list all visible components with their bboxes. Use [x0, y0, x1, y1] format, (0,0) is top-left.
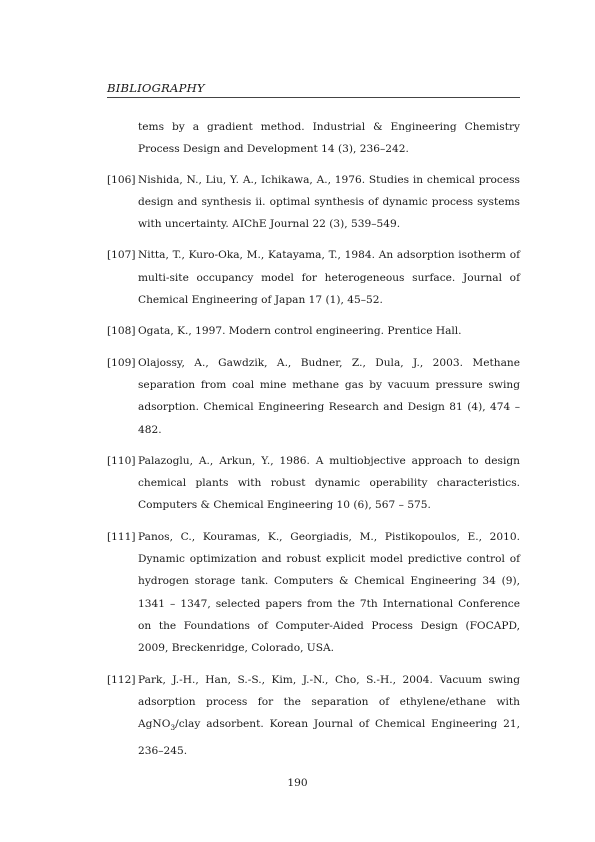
- reference-text: Palazoglu, A., Arkun, Y., 1986. A multiobjective approach to design chemical plants with robust dynamic operability characteristics. Computers & Chemical Engineering 10 (6), 567 – 575.: [138, 454, 520, 512]
- reference-number: [109]: [107, 356, 136, 369]
- page-number: 190: [287, 777, 308, 789]
- reference-number: [111]: [107, 530, 136, 543]
- reference-108: [107, 320, 520, 342]
- reference-text: tems by a gradient method. Industrial & Engineering Chemistry Process Design and Development 14 (3), 236–242.: [138, 121, 520, 156]
- reference-number: [112]: [107, 673, 136, 686]
- reference-text: Olajossy, A., Gawdzik, A., Budner, Z., Dula, J., 2003. Methane separation from coal mine methane gas by vacuum pressure swing adsorption. Chemical Engineering Research and Design 81 (4), 474 – 482.: [138, 356, 520, 436]
- reference-111: [107, 526, 520, 660]
- reference-text: [138, 669, 520, 762]
- reference-text: Ogata, K., 1997. Modern control engineering. Prentice Hall.: [138, 325, 462, 338]
- reference-text-before: Park, J.-H., Han, S.-S., Kim, J.-N., Cho, S.-H., 2004. Vacuum swing adsorption process for the separation of ethylene/ethane with AgNO: [138, 673, 520, 731]
- reference-list: [107, 116, 520, 771]
- subscript: 3: [170, 723, 176, 733]
- reference-continuation: [107, 116, 520, 161]
- reference-109: [107, 352, 520, 441]
- reference-text: Panos, C., Kouramas, K., Georgiadis, M., Pistikopoulos, E., 2010. Dynamic optimization and robust explicit model predictive control of hydrogen storage tank. Computers & Chemical Engineering 34 (9), 1341 – 1347, selected papers from the 7th International Conference on the Foundations of Computer-Aided Process Design (FOCAPD, 2009, Breckenridge, Colorado, USA.: [138, 530, 520, 655]
- reference-112: [107, 669, 520, 762]
- reference-text-after: /clay adsorbent. Korean Journal of Chemical Engineering 21, 236–245.: [138, 718, 520, 757]
- reference-text: Nishida, N., Liu, Y. A., Ichikawa, A., 1976. Studies in chemical process design and synthesis ii. optimal synthesis of dynamic process systems with uncertainty. AIChE Journal 22 (3), 539–549.: [138, 173, 520, 231]
- reference-107: [107, 244, 520, 311]
- reference-number: [108]: [107, 325, 136, 338]
- reference-110: [107, 450, 520, 517]
- reference-106: [107, 169, 520, 236]
- reference-number: [107]: [107, 249, 136, 262]
- header-title: BIBLIOGRAPHY: [107, 81, 205, 95]
- reference-number: [106]: [107, 173, 136, 186]
- reference-number: [110]: [107, 454, 136, 467]
- running-header: [107, 77, 520, 98]
- reference-text: Nitta, T., Kuro-Oka, M., Katayama, T., 1984. An adsorption isotherm of multi-site occupancy model for heterogeneous surface. Journal of Chemical Engineering of Japan 17 (1), 45–52.: [138, 249, 520, 307]
